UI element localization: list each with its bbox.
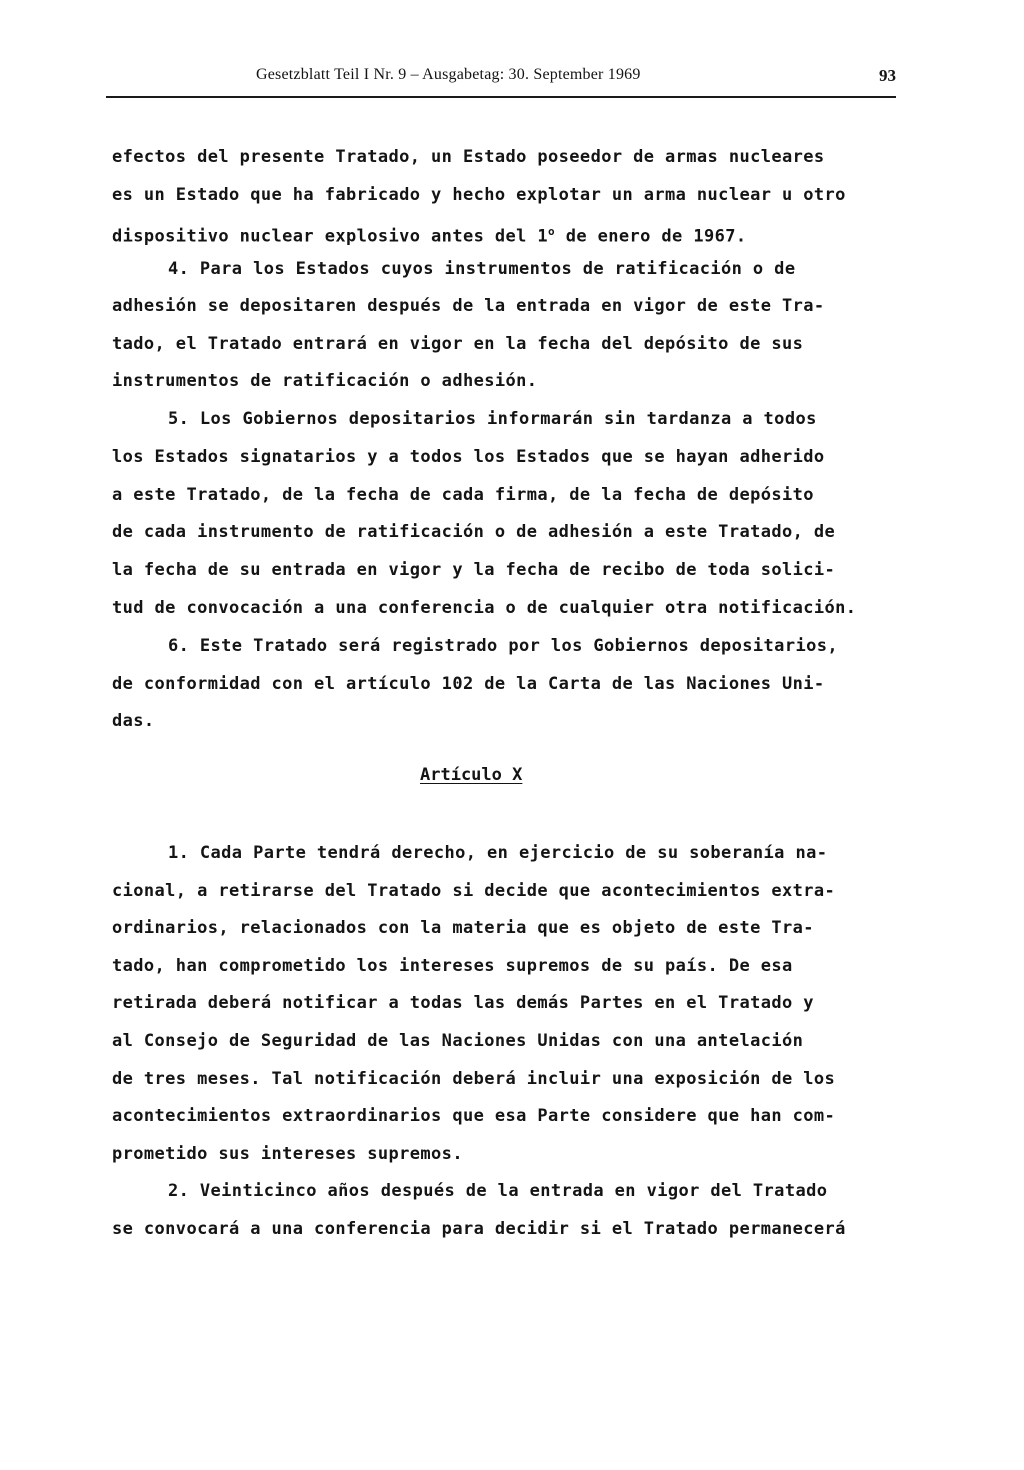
article-2-line: 2. Veinticinco años después de la entrada en vigor del Tratado: [168, 1181, 828, 1201]
paragraph-5-line: 5. Los Gobiernos depositarios informarán sin tardanza a todos: [168, 409, 817, 429]
header-rule: [106, 96, 896, 98]
page-number: 93: [879, 66, 896, 85]
paragraph-4-line: tado, el Tratado entrará en vigor en la fecha del depósito de sus: [112, 334, 804, 354]
text-fragment: dispositivo nuclear explosivo antes del 1: [112, 226, 549, 247]
article-1-line: al Consejo de Seguridad de las Naciones Unidas con una antelación: [112, 1031, 804, 1051]
article-1-line: tado, han comprometido los intereses supremos de su país. De esa: [112, 956, 793, 976]
paragraph-5-line: los Estados signatarios y a todos los Estados que se hayan adherido: [112, 447, 825, 467]
article-1-line: cional, a retirarse del Tratado si decide que acontecimientos extra-: [112, 881, 836, 901]
paragraph-5-line: de cada instrumento de ratificación o de adhesión a este Tratado, de: [112, 522, 836, 542]
article-2-line: se convocará a una conferencia para decidir si el Tratado permanecerá: [112, 1219, 846, 1239]
text-line: es un Estado que ha fabricado y hecho explotar un arma nuclear u otro: [112, 185, 846, 205]
article-1-line: prometido sus intereses supremos.: [112, 1144, 463, 1164]
text-line: [112, 221, 747, 248]
paragraph-4-line: 4. Para los Estados cuyos instrumentos de ratificación o de: [168, 259, 796, 279]
paragraph-5-line: tud de convocación a una conferencia o de cualquier otra notificación.: [112, 598, 857, 618]
article-heading: Artículo X: [420, 765, 523, 785]
article-1-line: acontecimientos extraordinarios que esa Parte considere que han com-: [112, 1106, 836, 1126]
superscript: o: [548, 225, 556, 238]
article-1-line: 1. Cada Parte tendrá derecho, en ejercicio de su soberanía na-: [168, 843, 828, 863]
paragraph-6-line: das.: [112, 711, 155, 731]
paragraph-4-line: adhesión se depositaren después de la entrada en vigor de este Tra-: [112, 296, 825, 316]
article-1-line: retirada deberá notificar a todas las demás Partes en el Tratado y: [112, 993, 814, 1013]
article-1-line: de tres meses. Tal notificación deberá incluir una exposición de los: [112, 1069, 836, 1089]
paragraph-4-line: instrumentos de ratificación o adhesión.: [112, 371, 538, 391]
paragraph-5-line: la fecha de su entrada en vigor y la fecha de recibo de toda solici-: [112, 560, 836, 580]
paragraph-6-line: 6. Este Tratado será registrado por los Gobiernos depositarios,: [168, 636, 838, 656]
paragraph-5-line: a este Tratado, de la fecha de cada firma, de la fecha de depósito: [112, 485, 814, 505]
article-1-line: ordinarios, relacionados con la materia que es objeto de este Tra-: [112, 918, 814, 938]
header-title: Gesetzblatt Teil I Nr. 9 – Ausgabetag: 30. September 1969: [256, 66, 641, 83]
text-line: efectos del presente Tratado, un Estado poseedor de armas nucleares: [112, 147, 825, 167]
paragraph-6-line: de conformidad con el artículo 102 de la Carta de las Naciones Uni-: [112, 674, 825, 694]
text-fragment: de enero de 1967.: [555, 226, 747, 247]
page-header: [106, 64, 896, 92]
